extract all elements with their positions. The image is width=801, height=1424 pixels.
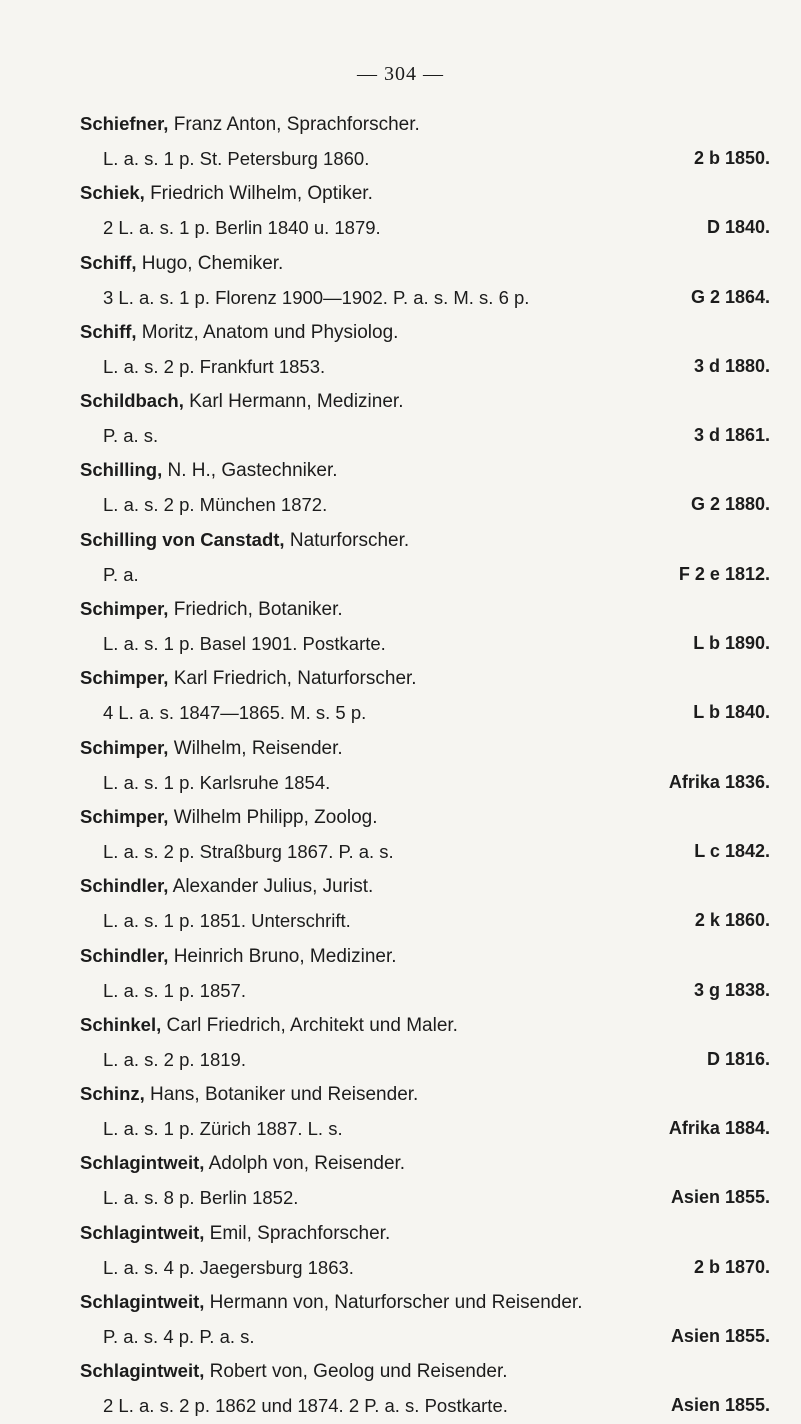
entry-signature: L c 1842. [694, 840, 770, 861]
entry-heading [80, 1354, 770, 1388]
entry-detail-line [80, 834, 770, 869]
entry-description: Moritz, Anatom und Physiolog. [136, 321, 399, 343]
entry-detail: P. a. s. 4 p. P. a. s. [103, 1326, 255, 1348]
entry-signature: 3 d 1880. [693, 355, 770, 376]
entry-description: Hermann von, Naturforscher und Reisender. [204, 1292, 583, 1314]
entry-detail-line [80, 487, 770, 522]
entry-heading [80, 800, 770, 834]
entry-signature: 2 b 1870. [693, 1256, 770, 1277]
entry-detail: L. a. s. 1 p. 1851. Unterschrift. [103, 910, 351, 932]
entry-detail-line [80, 973, 770, 1008]
entry-heading [80, 246, 770, 280]
entry-signature: D 1840. [706, 217, 770, 238]
entry-signature: Asien 1855. [670, 1187, 770, 1208]
entry-name: Schindler, [80, 875, 169, 897]
entry-detail-line [80, 210, 770, 245]
entry-detail-line [80, 1388, 770, 1423]
entry-name: Schinz, [80, 1083, 145, 1105]
entry-detail-line [80, 1319, 770, 1354]
entry-detail: L. a. s. 2 p. Straßburg 1867. P. a. s. [103, 840, 394, 862]
entry-detail: L. a. s. 4 p. Jaegersburg 1863. [103, 1256, 354, 1278]
catalog-entry [80, 384, 770, 453]
entry-detail: L. a. s. 1 p. Karlsruhe 1854. [103, 771, 331, 793]
catalog-entry [80, 246, 770, 315]
catalog-entry [80, 1077, 770, 1146]
entry-description: Hugo, Chemiker. [136, 252, 284, 274]
catalog-entry [80, 731, 770, 800]
entry-heading [80, 453, 770, 487]
entry-description: Robert von, Geolog und Reisender. [204, 1361, 508, 1383]
entry-description: Friedrich Wilhelm, Optiker. [144, 183, 373, 205]
entry-detail-line [80, 418, 770, 453]
entry-detail: L. a. s. 8 p. Berlin 1852. [103, 1187, 299, 1209]
entry-detail-line [80, 349, 770, 384]
entry-detail-line [80, 903, 770, 938]
entry-signature: G 2 1880. [690, 494, 770, 515]
entry-heading [80, 661, 770, 695]
entry-detail-line [80, 557, 770, 592]
catalog-entry [80, 1146, 770, 1215]
entry-heading [80, 869, 770, 903]
entry-heading [80, 592, 770, 626]
entry-description: Karl Hermann, Mediziner. [183, 391, 404, 413]
entry-signature: L b 1890. [693, 633, 770, 654]
entry-description: Emil, Sprachforscher. [204, 1222, 391, 1244]
entry-description: Hans, Botaniker und Reisender. [144, 1084, 419, 1106]
entry-name: Schlagintweit, [80, 1152, 205, 1174]
entry-signature: F 2 e 1812. [678, 563, 770, 584]
entry-detail: P. a. [103, 563, 139, 585]
entry-description: Wilhelm, Reisender. [168, 737, 343, 759]
entry-detail-line [80, 695, 770, 730]
entry-name: Schindler, [80, 944, 169, 966]
entry-name: Schlagintweit, [80, 1360, 205, 1382]
entry-description: Heinrich Bruno, Mediziner. [168, 945, 397, 967]
entry-signature: Afrika 1884. [668, 1118, 770, 1139]
entry-name: Schiefner, [80, 113, 169, 134]
entry-signature: 2 k 1860. [694, 910, 770, 931]
catalog-entry [80, 869, 770, 938]
entry-name: Schilling, [80, 459, 163, 481]
catalog-entry [80, 1354, 770, 1423]
entry-detail: L. a. s. 1 p. Zürich 1887. L. s. [103, 1118, 343, 1140]
entry-description: Wilhelm Philipp, Zoolog. [168, 806, 378, 828]
entry-signature: 2 b 1850. [693, 148, 770, 168]
entry-name: Schlagintweit, [80, 1291, 205, 1313]
entry-heading [80, 939, 770, 973]
entry-name: Schildbach, [80, 390, 184, 412]
entry-heading [80, 1008, 770, 1042]
entry-detail: L. a. s. 1 p. St. Petersburg 1860. [103, 148, 370, 169]
entry-name: Schlagintweit, [80, 1221, 205, 1243]
catalog-entry [80, 107, 770, 176]
entry-signature: 3 g 1838. [693, 979, 770, 1000]
entry-heading [80, 1077, 770, 1111]
catalog-entry [80, 453, 770, 522]
entry-detail: 2 L. a. s. 1 p. Berlin 1840 u. 1879. [103, 217, 381, 239]
entry-description: N. H., Gastechniker. [162, 460, 338, 482]
entry-description: Adolph von, Reisender. [204, 1153, 406, 1175]
entry-signature: L b 1840. [693, 702, 770, 723]
entry-heading [80, 315, 770, 349]
entry-detail-line [80, 626, 770, 661]
entry-name: Schiff, [80, 251, 137, 273]
catalog-entry [80, 1285, 770, 1354]
entry-detail: L. a. s. 1 p. Basel 1901. Postkarte. [103, 633, 386, 655]
catalog-entry [80, 176, 770, 245]
entry-signature: D 1816. [706, 1048, 770, 1069]
entry-name: Schimper, [80, 736, 169, 758]
entry-description: Carl Friedrich, Architekt und Maler. [161, 1014, 458, 1036]
entry-detail: 4 L. a. s. 1847—1865. M. s. 5 p. [103, 702, 367, 724]
entry-signature: Afrika 1836. [668, 771, 770, 792]
entry-description: Karl Friedrich, Naturforscher. [168, 668, 417, 690]
entry-detail: 3 L. a. s. 1 p. Florenz 1900—1902. P. a. s. M. s. 6 p. [103, 286, 530, 308]
catalog-entry [80, 315, 770, 384]
entry-name: Schimper, [80, 805, 169, 827]
entry-heading [80, 1216, 770, 1250]
entry-detail-line [80, 141, 770, 176]
entry-name: Schinkel, [80, 1013, 162, 1035]
entry-name: Schimper, [80, 598, 169, 620]
catalog-entry [80, 661, 770, 730]
entry-signature: Asien 1855. [670, 1395, 770, 1416]
entry-heading [80, 107, 770, 141]
entry-detail: L. a. s. 2 p. Frankfurt 1853. [103, 355, 326, 377]
entry-description: Naturforscher. [284, 529, 410, 551]
entry-description: Alexander Julius, Jurist. [168, 876, 374, 898]
catalog-entry [80, 939, 770, 1008]
entry-heading [80, 731, 770, 765]
entry-detail: L. a. s. 1 p. 1857. [103, 979, 246, 1001]
entry-signature: G 2 1864. [690, 286, 770, 307]
entry-list [80, 107, 770, 1424]
page-number: — 304 — [357, 63, 444, 85]
entry-heading [80, 1146, 770, 1180]
entry-heading [80, 1285, 770, 1319]
catalog-entry [80, 592, 770, 661]
entry-description: Friedrich, Botaniker. [168, 599, 343, 621]
entry-detail-line [80, 1111, 770, 1146]
catalog-entry [80, 1216, 770, 1285]
entry-detail-line [80, 1250, 770, 1285]
entry-heading [80, 176, 770, 210]
entry-detail: L. a. s. 2 p. München 1872. [103, 494, 328, 516]
entry-heading [80, 523, 770, 557]
entry-detail-line [80, 280, 770, 315]
entry-name: Schiek, [80, 182, 145, 204]
entry-name: Schiff, [80, 320, 137, 342]
entry-detail: 2 L. a. s. 2 p. 1862 und 1874. 2 P. a. s. Postkarte. [103, 1395, 508, 1417]
entry-detail-line [80, 1042, 770, 1077]
entry-detail: P. a. s. [103, 425, 159, 447]
entry-description: Franz Anton, Sprachforscher. [168, 114, 420, 135]
catalog-entry [80, 800, 770, 869]
entry-signature: 3 d 1861. [693, 425, 770, 446]
entry-detail-line [80, 765, 770, 800]
entry-heading [80, 384, 770, 418]
entry-detail-line [80, 1180, 770, 1215]
entry-name: Schilling von Canstadt, [80, 528, 285, 550]
catalog-entry [80, 1008, 770, 1077]
entry-detail: L. a. s. 2 p. 1819. [103, 1048, 246, 1070]
entry-signature: Asien 1855. [670, 1326, 770, 1347]
catalog-entry [80, 523, 770, 592]
entry-name: Schimper, [80, 667, 169, 689]
